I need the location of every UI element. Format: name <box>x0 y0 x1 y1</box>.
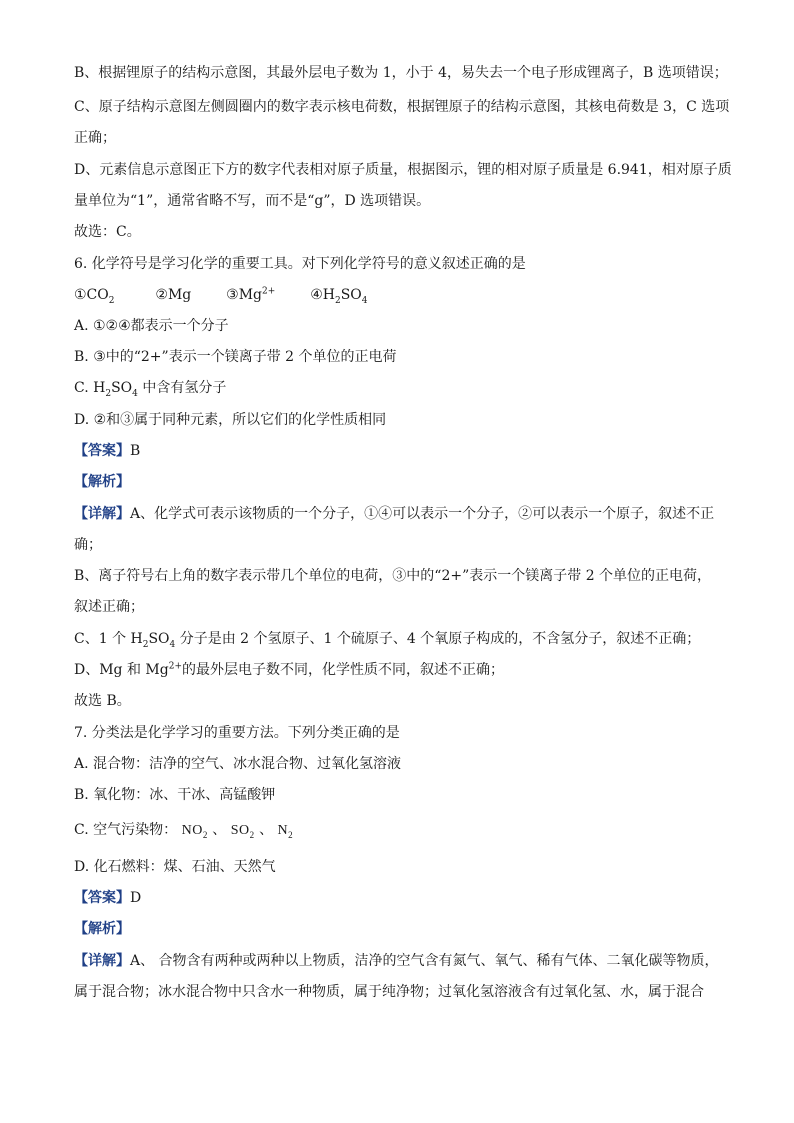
explanation-line: B、离子符号右上角的数字表示带几个单位的电荷，③中的“2+”表示一个镁离子带 2 个单位的正电荷， <box>74 568 712 584</box>
symbol-4: $④H_2SO_4$ <box>310 287 368 306</box>
text-line: C、原子结构示意图左侧圆圈内的数字表示核电荷数，根据锂原子的结构示意图，其核电荷数是 3，C 选项 <box>74 99 730 115</box>
formula-no2: $NO_2$ <box>181 823 208 840</box>
answer-line <box>74 441 140 461</box>
answer-tag: 【答案】 <box>74 890 130 906</box>
explanation-line: 【详解】A、化学式可表示该物质的一个分子，①④可以表示一个分子，②可以表示一个原子，叙述不正 <box>74 506 715 522</box>
option-d: D. 化石燃料：煤、石油、天然气 <box>74 859 276 875</box>
option-c: C. $H_2SO_4$ 中含有氢分子 <box>74 380 227 399</box>
text-line: 正确； <box>74 130 116 146</box>
option-b: B. ③中的“2+”表示一个镁离子带 2 个单位的正电荷 <box>74 349 397 365</box>
option-b: B. 氧化物：冰、干冰、高锰酸钾 <box>74 787 276 803</box>
text-line: D、元素信息示意图正下方的数字代表相对原子质量，根据图示，锂的相对原子质量是 6.941，相对原子质 <box>74 162 732 178</box>
detail-tag: 【详解】 <box>74 506 130 522</box>
explanation-line: 属于混合物；冰水混合物中只含水一种物质，属于纯净物；过氧化氢溶液含有过氧化氢、水，属于混合 <box>74 984 704 1000</box>
answer-tag: 【答案】 <box>74 443 130 459</box>
text-line: 量单位为“1”，通常省略不写，而不是“g”，D 选项错误。 <box>74 193 431 209</box>
question-7-stem: 7. 分类法是化学学习的重要方法。下列分类正确的是 <box>74 725 400 741</box>
detail-tag: 【详解】 <box>74 953 130 969</box>
formula-so2: $SO_2$ <box>230 823 255 840</box>
question-6-stem: 6. 化学符号是学习化学的重要工具。对下列化学符号的意义叙述正确的是 <box>74 256 526 272</box>
text-line: 故选：C。 <box>74 224 141 240</box>
option-a: A. ①②④都表示一个分子 <box>74 318 229 334</box>
explanation-line: 【详解】A、 合物含有两种或两种以上物质，洁净的空气含有氮气、氧气、稀有气体、二氧化碳等物质， <box>74 953 719 969</box>
explanation-line: 叙述正确； <box>74 599 144 615</box>
symbol-1: $①CO_2$ <box>74 287 115 306</box>
text-line: B、根据锂原子的结构示意图，其最外层电子数为 1，小于 4，易失去一个电子形成锂离子，B 选项错误； <box>74 65 728 81</box>
explanation-line: D、Mg 和 $Mg^{2+}$的最外层电子数不同，化学性质不同，叙述不正确； <box>74 661 504 678</box>
analysis-tag: 【解析】 <box>74 474 130 490</box>
question-6-symbols <box>74 285 368 305</box>
explanation-line: 故选 B。 <box>74 693 131 709</box>
option-c: C. 空气污染物： $NO_2$ 、 $SO_2$ 、 $N_2$ <box>74 822 294 840</box>
symbol-3: $③Mg^{2+}$ <box>226 286 276 303</box>
explanation-line: 确； <box>74 537 102 553</box>
answer-value: B <box>130 443 141 459</box>
option-a: A. 混合物：洁净的空气、冰水混合物、过氧化氢溶液 <box>74 756 402 772</box>
formula-n2: $N_2$ <box>277 823 294 840</box>
answer-line <box>74 888 141 908</box>
symbol-2: ②Mg <box>155 287 192 303</box>
answer-value: D <box>130 890 142 906</box>
option-d: D. ②和③属于同种元素，所以它们的化学性质相同 <box>74 412 387 428</box>
analysis-tag: 【解析】 <box>74 921 130 937</box>
explanation-line: C、1 个 $H_2SO_4$ 分子是由 2 个氢原子、1 个硫原子、4 个氧原子构成的，不含氢分子，叙述不正确； <box>74 631 701 650</box>
